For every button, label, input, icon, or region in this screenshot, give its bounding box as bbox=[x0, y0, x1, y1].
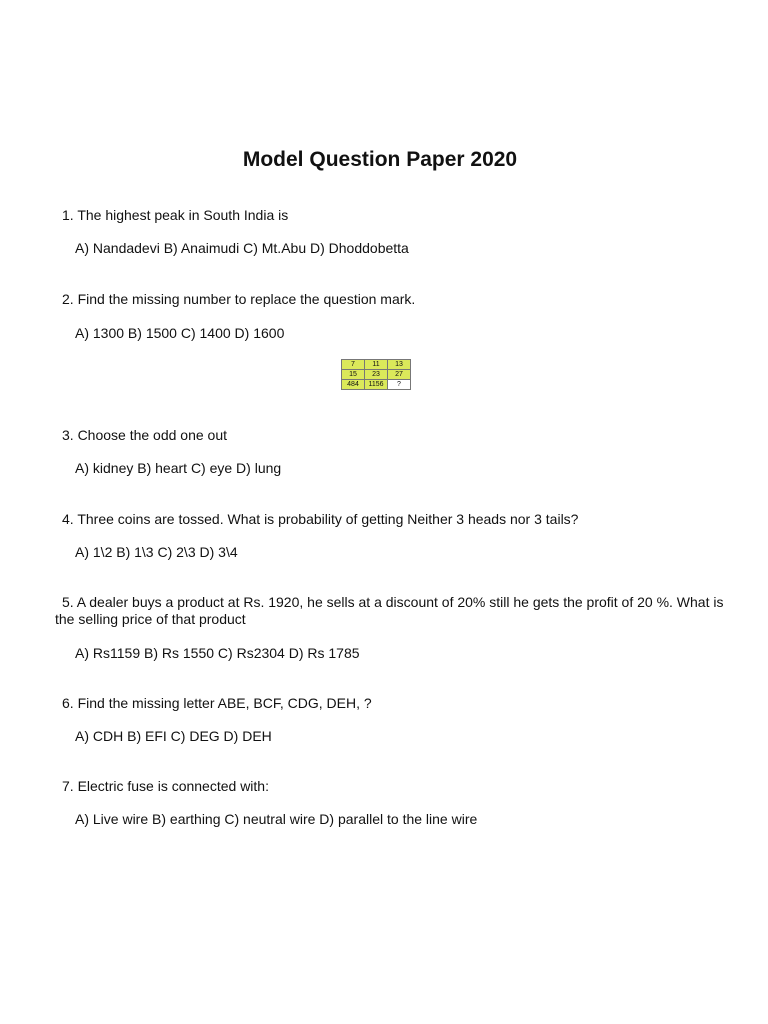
grid-cell: 7 bbox=[342, 360, 365, 370]
question-1: 1. The highest peak in South India is bbox=[62, 207, 289, 223]
grid-row bbox=[342, 370, 411, 380]
question-7: 7. Electric fuse is connected with: bbox=[62, 778, 269, 794]
grid-row bbox=[342, 380, 411, 390]
question-4-options: A) 1\2 B) 1\3 C) 2\3 D) 3\4 bbox=[75, 544, 238, 560]
grid-cell: 15 bbox=[342, 370, 365, 380]
question-6: 6. Find the missing letter ABE, BCF, CDG, DEH, ? bbox=[62, 695, 372, 711]
question-6-options: A) CDH B) EFI C) DEG D) DEH bbox=[75, 728, 272, 744]
question-3-options: A) kidney B) heart C) eye D) lung bbox=[75, 460, 282, 476]
question-7-options: A) Live wire B) earthing C) neutral wire D) parallel to the line wire bbox=[75, 811, 478, 827]
grid-cell: 23 bbox=[365, 370, 388, 380]
page-title: Model Question Paper 2020 bbox=[242, 148, 518, 171]
question-3: 3. Choose the odd one out bbox=[62, 427, 228, 443]
question-1-options: A) Nandadevi B) Anaimudi C) Mt.Abu D) Dhoddobetta bbox=[75, 240, 409, 256]
grid-row bbox=[342, 360, 411, 370]
grid-cell: 484 bbox=[342, 380, 365, 390]
question-5: 5. A dealer buys a product at Rs. 1920, he sells at a discount of 20% still he gets the profit of 20 %. What is the selling price of that product bbox=[55, 594, 724, 627]
number-grid bbox=[341, 359, 411, 390]
question-5-options: A) Rs1159 B) Rs 1550 C) Rs2304 D) Rs 1785 bbox=[75, 645, 360, 661]
question-2-options: A) 1300 B) 1500 C) 1400 D) 1600 bbox=[75, 325, 285, 341]
grid-cell: 1156 bbox=[365, 380, 388, 390]
question-4: 4. Three coins are tossed. What is probability of getting Neither 3 heads nor 3 tails? bbox=[62, 511, 579, 527]
grid-cell: 11 bbox=[365, 360, 388, 370]
grid-cell: 27 bbox=[388, 370, 411, 380]
grid-cell: 13 bbox=[388, 360, 411, 370]
question-2: 2. Find the missing number to replace the question mark. bbox=[62, 291, 416, 307]
grid-cell-missing: ? bbox=[388, 380, 411, 390]
